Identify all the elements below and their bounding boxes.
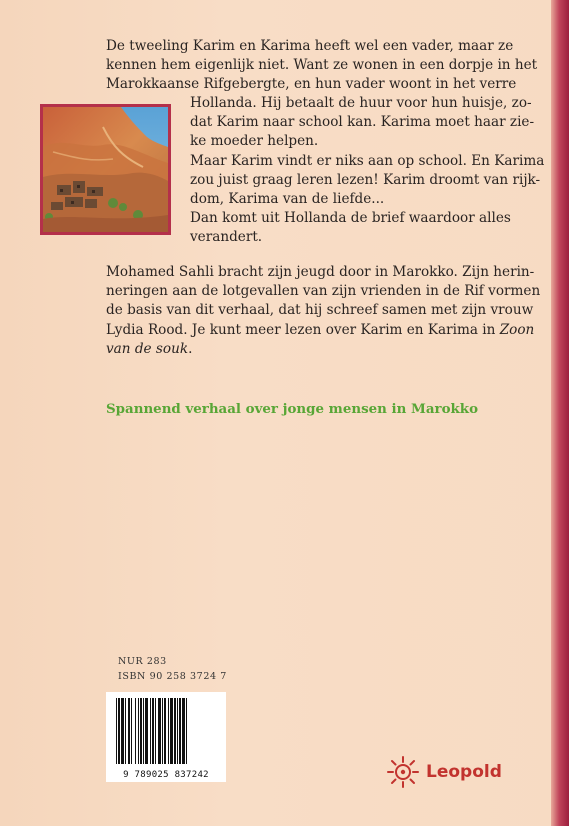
blurb-line: zou juist graag leren lezen! Karim droomt van rijk- [190, 171, 541, 188]
author-line-text: Lydia Rood. Je kunt meer lezen over Karim en Karima in [106, 321, 500, 338]
isbn-code: ISBN 90 258 3724 7 [118, 671, 227, 682]
tagline: Spannend verhaal over jonge mensen in Marokko [106, 401, 478, 417]
blurb-paragraph-wrapped [190, 94, 544, 248]
blurb-line: ke moeder helpen. [190, 133, 319, 150]
author-line: neringen aan de lotgevallen van zijn vrienden in de Rif vormen [106, 283, 541, 300]
nur-code: NUR 283 [118, 656, 167, 667]
spine-edge [551, 0, 569, 826]
blurb-line: De tweeling Karim en Karima heeft wel een vader, maar ze [106, 38, 514, 54]
blurb-line: kennen hem eigenlijk niet. Want ze wonen in een dorpje in het [106, 57, 538, 74]
author-line: de basis van dit verhaal, dat hij schreef samen met zijn vrouw [106, 302, 534, 319]
blurb-paragraph-top [106, 37, 537, 95]
author-line-text: . [188, 340, 193, 357]
cover-illustration [40, 104, 171, 235]
book-title-reference: van de souk [106, 340, 189, 357]
author-line [106, 340, 540, 359]
blurb-line: verandert. [190, 229, 263, 246]
author-paragraph [106, 263, 540, 359]
blurb-line: Maar Karim vindt er niks aan op school. En Karima [190, 152, 545, 169]
author-line [106, 321, 540, 340]
blurb-line: Marokkaanse Rifgebergte, en hun vader woont in het verre [106, 76, 517, 93]
blurb-line: Hollanda. Hij betaalt de huur voor hun huisje, zo- [190, 95, 532, 111]
blurb-line: Dan komt uit Hollanda de brief waardoor alles [190, 210, 511, 227]
blurb-line: dom, Karima van de liefde... [190, 191, 385, 208]
village-painting [43, 107, 168, 232]
blurb-line: dat Karim naar school kan. Karima moet haar zie- [190, 114, 535, 131]
author-line: Mohamed Sahli bracht zijn jeugd door in Marokko. Zijn herin- [106, 264, 535, 280]
publisher-name: Leopold [426, 762, 502, 782]
leopold-emblem-icon [386, 755, 420, 789]
barcode-bars [106, 692, 226, 768]
barcode [106, 692, 226, 782]
barcode-number: 9 789025 837242 [123, 770, 209, 780]
book-title-reference: Zoon [499, 321, 535, 338]
publisher-logo [386, 755, 502, 789]
